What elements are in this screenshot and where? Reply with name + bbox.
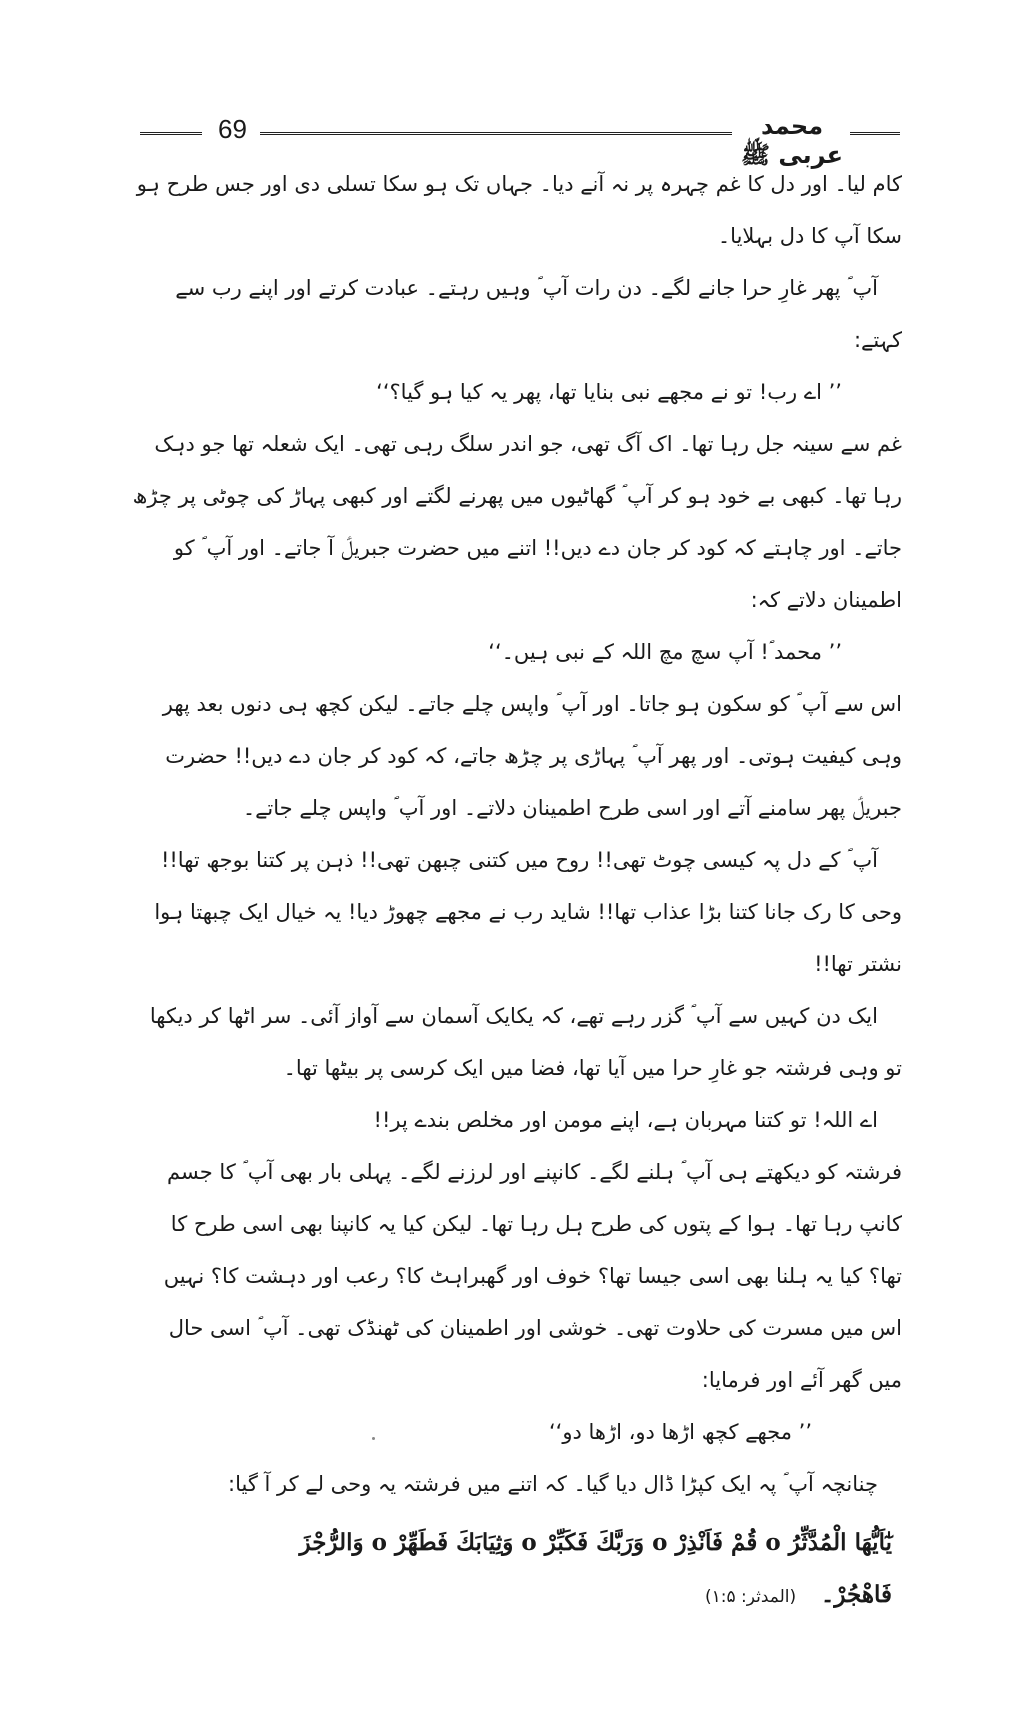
header-rule-left [140, 132, 202, 135]
paragraph: چنانچہ آپ ؐ پہ ایک کپڑا ڈال دیا گیا۔ کہ اتنے میں فرشتہ یہ وحی لے کر آ گیا: [228, 1472, 878, 1496]
verse-ending: فَاهْجُرْ۔ [820, 1581, 892, 1608]
paragraph: کام لیا۔ اور دل کا غم چہرہ پر نہ آنے دیا۔ جہاں تک ہو سکا تسلی دی اور جس طرح ہو سکا آپ کا دل بہلایا۔ [136, 172, 902, 248]
quotation: ’’ محمد ؐ! آپ سچ مچ اللہ کے نبی ہیں۔‘‘ [488, 640, 842, 664]
page-body [132, 158, 902, 1622]
quotation: ’’ مجھے کچھ اڑھا دو، اڑھا دو‘‘ [548, 1420, 812, 1444]
header-rule-middle [260, 132, 732, 135]
print-speck [372, 1437, 375, 1440]
page-number: 69 [218, 114, 247, 144]
header-rule-right [850, 132, 900, 135]
paragraph: آپ ؐ پھر غارِ حرا جانے لگے۔ دن رات آپ ؐ وہیں رہتے۔ عبادت کرتے اور اپنے رب سے کہتے: [175, 276, 902, 352]
verse-ending-line [132, 1570, 902, 1622]
paragraph: ایک دن کہیں سے آپ ؐ گزر رہے تھے، کہ یکایک آسمان سے آواز آئی۔ سر اٹھا کر دیکھا تو وہی فرشتہ جو غارِ حرا میں آیا تھا، فضا میں ایک کرسی پر بیٹھا تھا۔ [149, 1004, 902, 1080]
paragraph: اے اللہ! تو کتنا مہربان ہے، اپنے مومن اور مخلص بندے پر!! [373, 1108, 878, 1132]
running-title: محمد عربی ﷺ [741, 112, 843, 169]
paragraph: غم سے سینہ جل رہا تھا۔ اک آگ تھی، جو اندر سلگ رہی تھی۔ ایک شعلہ تھا جو دہک رہا تھا۔ کبھی بے خود ہو کر آپ ؐ گھاٹیوں میں پھرنے لگتے اور کبھی پہاڑ کی چوٹی پر چڑھ جاتے۔ اور چاہتے کہ کود کر جان دے دیں!! اتنے میں حضرت جبریلؑ آ جاتے۔ اور آپ ؐ کو اطمینان دلاتے کہ: [132, 432, 902, 612]
verse-reference: (المدثر: ۱:۵) [704, 1587, 797, 1607]
paragraph: اس سے آپ ؐ کو سکون ہو جاتا۔ اور آپ ؐ واپس چلے جاتے۔ لیکن کچھ ہی دنوں بعد پھر وہی کیفیت ہوتی۔ اور پھر آپ ؐ پہاڑی پر چڑھ جاتے، کہ کود کر جان دے دیں!! حضرت جبریلؑ پھر سامنے آتے اور اسی طرح اطمینان دلاتے۔ اور آپ ؐ واپس چلے جاتے۔ [162, 692, 902, 820]
quran-verse: يٰٓاَيُّهَا الْمُدَّثِّرُ o قُمْ فَاَنْذِرْ o وَرَبَّكَ فَكَبِّرْ o وَثِيَابَكَ فَطَهِّرْ o وَالرُّجْزَ [299, 1529, 892, 1556]
paragraph: فرشتہ کو دیکھتے ہی آپ ؐ ہلنے لگے۔ کانپنے اور لرزنے لگے۔ پہلی بار بھی آپ ؐ کا جسم کانپ رہا تھا۔ ہوا کے پتوں کی طرح ہل رہا تھا۔ لیکن کیا یہ کانپنا بھی اسی طرح کا تھا؟ کیا یہ ہلنا بھی اسی جیسا تھا؟ خوف اور گھبراہٹ کا؟ رعب اور دہشت کا؟ نہیں اس میں مسرت کی حلاوت تھی۔ خوشی اور اطمینان کی ٹھنڈک تھی۔ آپ ؐ اسی حال میں گھر آئے اور فرمایا: [163, 1160, 902, 1392]
page-header [140, 112, 900, 169]
quotation: ’’ اے رب! تو نے مجھے نبی بنایا تھا، پھر یہ کیا ہو گیا؟‘‘ [376, 380, 842, 404]
paragraph: آپ ؐ کے دل پہ کیسی چوٹ تھی!! روح میں کتنی چبھن تھی!! ذہن پر کتنا بوجھ تھا!! وحی کا رک جانا کتنا بڑا عذاب تھا!! شاید رب نے مجھے چھوڑ دیا! یہ خیال ایک چبھتا ہوا نشتر تھا!! [154, 848, 902, 976]
